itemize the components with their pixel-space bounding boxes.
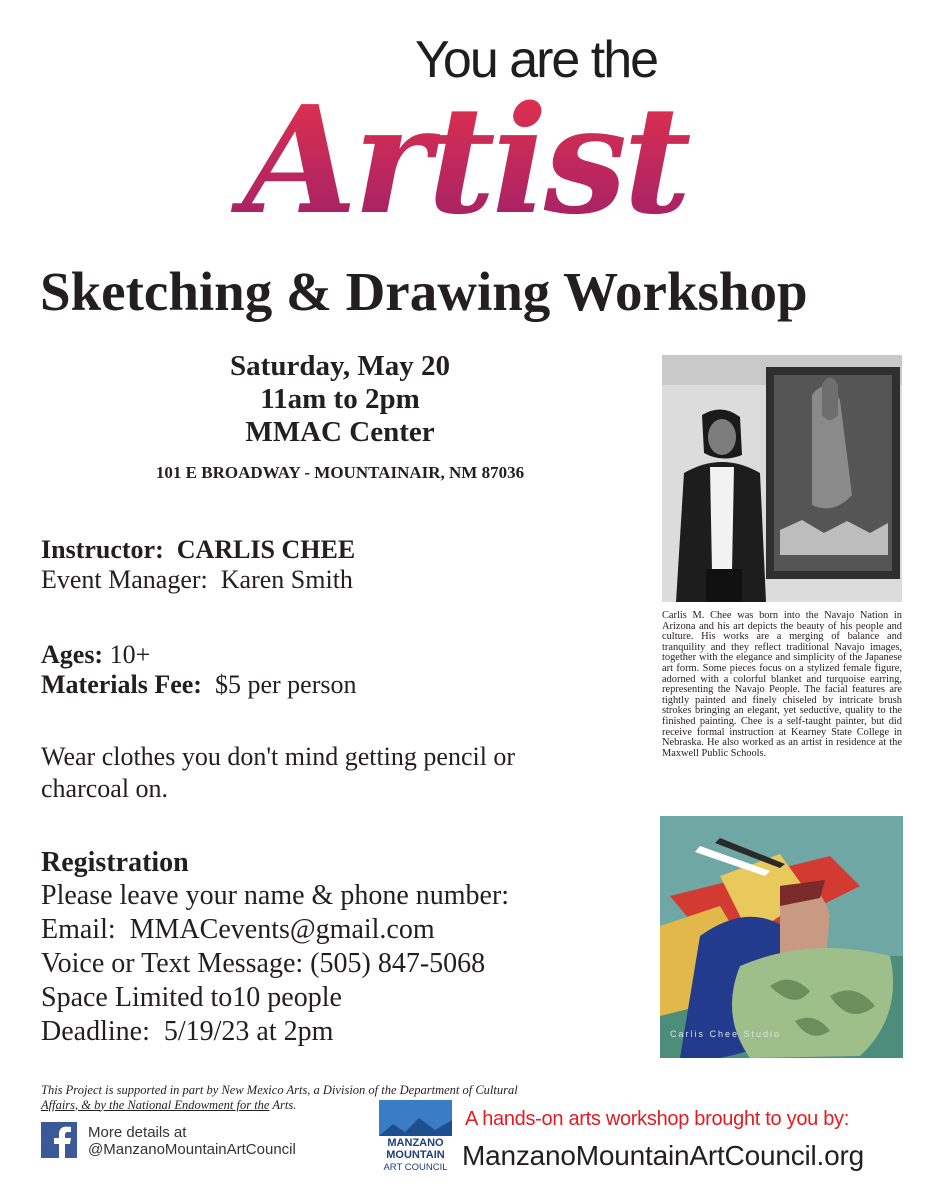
- artist-photo: [662, 355, 902, 602]
- voice-label: Voice or Text Message:: [41, 948, 304, 979]
- support-line-2-underlined: Affairs, & by the National Endowment for the: [41, 1097, 270, 1112]
- mmac-logo-line-3: ART COUNCIL: [383, 1162, 448, 1173]
- registration-heading: Registration: [41, 847, 189, 878]
- email-label: Email:: [41, 914, 116, 945]
- fee-line: [41, 670, 356, 700]
- support-line-1: This Project is supported in part by New Mexico Arts, a Division of the Department of Cultural: [41, 1083, 518, 1097]
- ages-line: [41, 640, 150, 670]
- facebook-link[interactable]: [88, 1124, 296, 1158]
- support-line-2-end: Arts.: [269, 1097, 297, 1112]
- footer-tagline: A hands-on arts workshop brought to you by:: [465, 1108, 850, 1130]
- artist-bio: Carlis M. Chee was born into the Navajo Nation in Arizona and his art depicts the beauty of his people and culture. His works are a merging of balance and tranquility and they reflect traditional Navajo images, together with the elegance and simplicity of the Japanese art form. Some pieces focus on a stylized female figure, adorned with a colorful blanket and turquoise earring, representing the Navajo People. The facial features are tightly painted and finely chiseled by intricate brush strokes bringing an elegant, yet seductive, quality to the finished painting. Chee is a self-taught painter, but did receive formal instruction at Kearney State College in Nebraska. He also worked as an artist in residence at the Maxwell Public Schools.: [662, 610, 902, 759]
- manager-line: [41, 565, 353, 595]
- featured-painting: [660, 816, 903, 1058]
- header-pre-title: You are the: [415, 31, 658, 89]
- registration-phone-line: [41, 948, 485, 980]
- phone-number[interactable]: (505) 847-5068: [310, 948, 486, 979]
- artist-wordmark: [195, 80, 735, 230]
- instructor-label: Instructor:: [41, 535, 164, 564]
- facebook-line-1: More details at: [88, 1124, 187, 1141]
- event-address: 101 E BROADWAY - MOUNTAINAIR, NM 87036: [155, 463, 525, 482]
- ages-value: 10+: [109, 640, 151, 669]
- manager-name: Karen Smith: [220, 565, 353, 594]
- deadline-line: [41, 1016, 333, 1048]
- wear-line-1: Wear clothes you don't mind getting pencil or: [41, 742, 516, 771]
- space-limit: Space Limited to10 people: [41, 982, 342, 1013]
- event-time: 11am to 2pm: [260, 383, 420, 415]
- event-venue: MMAC Center: [245, 416, 435, 448]
- facebook-icon[interactable]: [41, 1122, 77, 1158]
- fee-label: Materials Fee:: [41, 670, 202, 699]
- registration-instructions: Please leave your name & phone number:: [41, 880, 510, 911]
- painting-signature: Carlis Chee Studio: [670, 1029, 782, 1039]
- event-date: Saturday, May 20: [230, 350, 450, 382]
- instructor-line: [41, 535, 355, 565]
- email-address[interactable]: MMACevents@gmail.com: [129, 914, 435, 945]
- wear-line-2: charcoal on.: [41, 774, 169, 803]
- workshop-title: Sketching & Drawing Workshop: [40, 261, 808, 322]
- artist-word: Artist: [242, 80, 688, 230]
- deadline-label: Deadline:: [41, 1016, 150, 1047]
- website-link[interactable]: ManzanoMountainArtCouncil.org: [462, 1140, 864, 1171]
- registration-email-line: [41, 914, 435, 946]
- mmac-logo-line-2: MOUNTAIN: [386, 1149, 445, 1161]
- mmac-logo: [379, 1100, 452, 1174]
- fee-value: $5 per person: [214, 670, 357, 699]
- facebook-handle: @ManzanoMountainArtCouncil: [88, 1141, 296, 1158]
- mmac-logo-line-1: MANZANO: [387, 1137, 444, 1149]
- deadline-value: 5/19/23 at 2pm: [163, 1016, 334, 1047]
- ages-label: Ages:: [41, 640, 104, 669]
- instructor-name: CARLIS CHEE: [176, 535, 356, 564]
- manager-label: Event Manager:: [41, 565, 208, 594]
